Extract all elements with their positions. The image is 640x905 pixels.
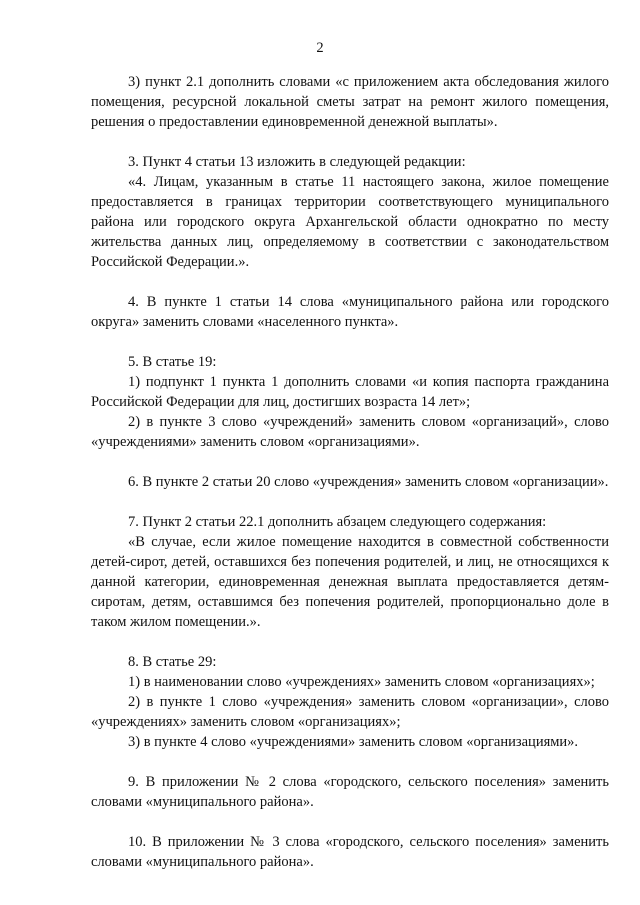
paragraph-point-8-sub-2: 2) в пункте 1 слово «учреждения» заменить словом «организации», слово «учреждениях» заменить словом «организациях»; — [91, 694, 609, 730]
paragraph-point-7-heading: 7. Пункт 2 статьи 22.1 дополнить абзацем следующего содержания: — [128, 514, 547, 530]
paragraph-point-5-sub-2: 2) в пункте 3 слово «учреждений» заменить словом «организаций», слово «учреждениями» заменить словом «организациями». — [91, 414, 609, 450]
document-body — [91, 72, 609, 872]
paragraph-point-3-heading: 3. Пункт 4 статьи 13 изложить в следующей редакции: — [128, 154, 466, 170]
paragraph-point-8-heading: 8. В статье 29: — [128, 654, 217, 670]
paragraph-point-8-sub-1: 1) в наименовании слово «учреждениях» заменить словом «организациях»; — [128, 674, 595, 690]
paragraph-point-5-sub-1: 1) подпункт 1 пункта 1 дополнить словами «и копия паспорта гражданина Российской Федерации для лиц, достигших возраста 14 лет»; — [91, 374, 609, 410]
paragraph-point-10: 10. В приложении № 3 слова «городского, сельского поселения» заменить словами «муниципального района». — [91, 834, 609, 870]
paragraph-point-3-text: «4. Лицам, указанным в статье 11 настоящего закона, жилое помещение предоставляется в границах территории соответствующего муниципального района или городского округа Архангельской области однократно по месту жительства данных лиц, определяемому в соответствии с законодательством Российской Федерации.». — [91, 174, 609, 270]
paragraph-point-7-text: «В случае, если жилое помещение находится в совместной собственности детей-сирот, детей, оставшихся без попечения родителей, и лиц, не относящихся к данной категории, единовременная денежная выплата предоставляется детям-сиротам, детям, оставшимся без попечения родителей, пропорционально доле в таком жилом помещении.». — [91, 534, 609, 630]
page-number: 2 — [316, 40, 324, 56]
paragraph-item-3-clause-2-1: 3) пункт 2.1 дополнить словами «с приложением акта обследования жилого помещения, ресурсной локальной сметы затрат на ремонт жилого помещения, решения о предоставлении единовременной денежной выплаты». — [91, 74, 609, 130]
paragraph-point-9: 9. В приложении № 2 слова «городского, сельского поселения» заменить словами «муниципального района». — [91, 774, 609, 810]
paragraph-point-4: 4. В пункте 1 статьи 14 слова «муниципального района или городского округа» заменить словами «населенного пункта». — [91, 294, 609, 330]
paragraph-point-5-heading: 5. В статье 19: — [128, 354, 217, 370]
paragraph-point-6: 6. В пункте 2 статьи 20 слово «учреждения» заменить словом «организации». — [128, 474, 609, 490]
paragraph-point-8-sub-3: 3) в пункте 4 слово «учреждениями» заменить словом «организациями». — [128, 734, 579, 750]
